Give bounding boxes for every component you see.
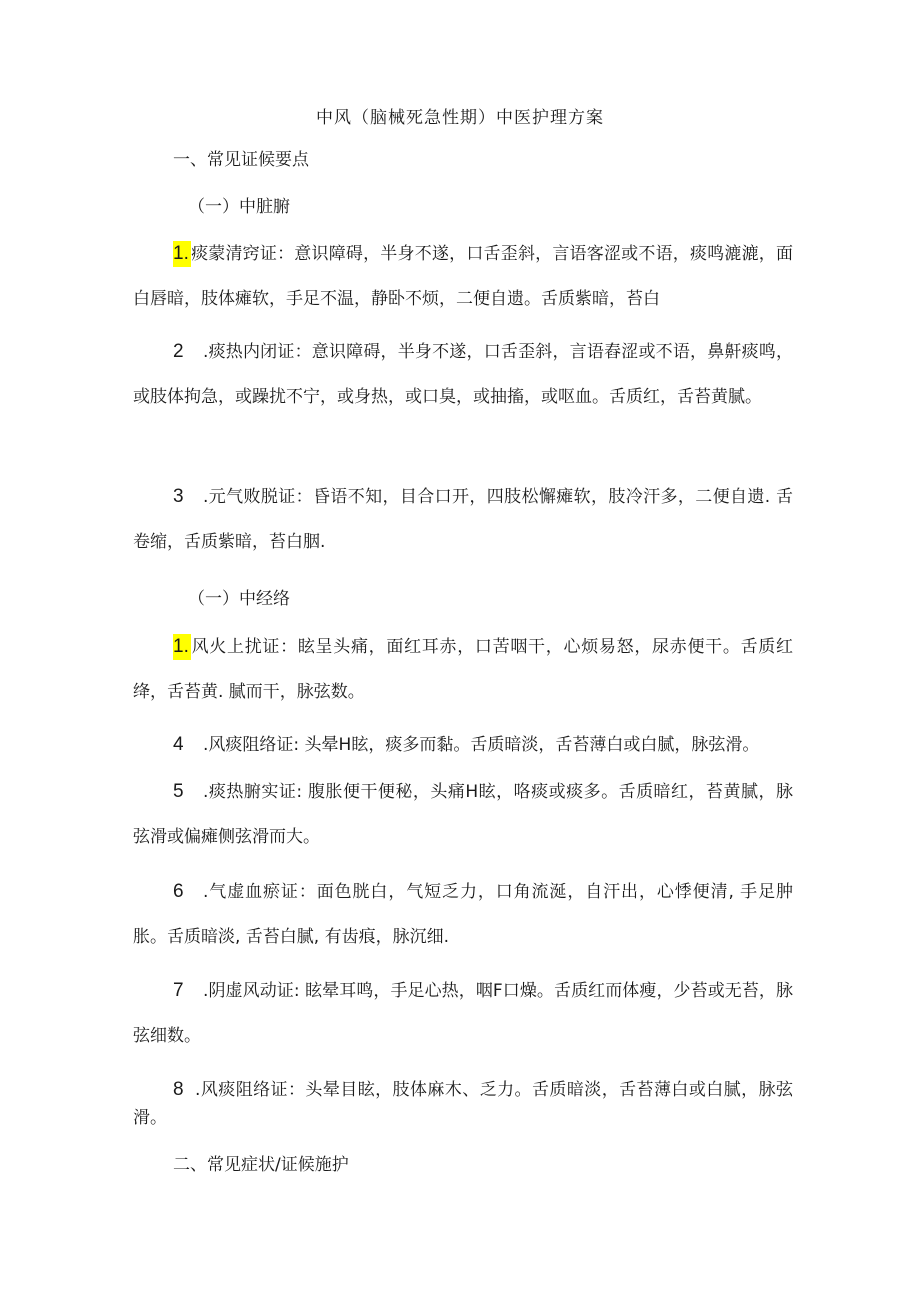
item-number: 5 <box>173 781 184 802</box>
item-text: .风痰阻络证: 头晕H眩，痰多而黏。舌质暗淡，舌苔薄白或白腻，脉弦滑。 <box>203 735 760 755</box>
item-text: .痰热腑实证: 腹胀便干便秘，头痛H眩，咯痰或痰多。舌质暗红，苔黄腻，脉弦滑或偏瘫侧弦滑而大。 <box>133 782 793 847</box>
item-text: .元气败脱证：昏语不知，目合口开，四肢松懈瘫软，肢冷汗多，二便自遗. 舌卷缩，舌质紫暗，苔白胭. <box>133 487 793 552</box>
item-text: .痰热内闭证：意识障碍，半身不遂，口舌歪斜，言语舂涩或不语，鼻鼾痰鸣，或肢体拘急，或躁扰不宁，或身热，或口臭，或抽搐，或呕血。舌质红，舌苔黄腻。 <box>133 342 793 407</box>
item-text: 风火上扰证：眩呈头痛，面红耳赤，口苦咽干，心烦易怒，尿赤便干。舌质红绛，舌苔黄. 腻而干，脉弦数。 <box>133 637 793 702</box>
item-number: 6 <box>173 881 184 902</box>
list-item <box>133 769 793 860</box>
item-text: .阴虚风动证: 眩晕耳鸣，手足心热，咽F口燥。舌质红而体瘦，少苔或无苔，脉弦细数。 <box>133 981 793 1046</box>
list-item <box>133 1076 793 1132</box>
item-text: .风痰阻络证：头晕目眩，肢体麻木、乏力。舌质暗淡，舌苔薄白或白腻，脉弦滑。 <box>133 1080 793 1128</box>
item-number: 3 <box>173 486 184 507</box>
item-number: 2 <box>173 341 184 362</box>
section-heading-2: 二、常见症状/证候施护 <box>173 1155 349 1175</box>
item-number: 1. <box>173 241 191 267</box>
list-item <box>133 722 793 768</box>
list-item <box>133 968 793 1059</box>
section-heading-1: 一、常见证候要点 <box>173 150 309 170</box>
subsection-heading-jingluo: （一）中经络 <box>188 589 290 609</box>
item-number: 4 <box>173 734 184 755</box>
subsection-heading-zangfu: （一）中脏腑 <box>188 197 290 217</box>
list-item <box>133 232 793 322</box>
item-number: 8 <box>173 1079 184 1100</box>
document-title: 中风（脑械死急性期）中医护理方案 <box>316 108 604 128</box>
list-item <box>133 625 793 715</box>
item-number: 1. <box>173 634 191 660</box>
list-item <box>133 329 793 420</box>
item-text: .气虚血瘀证：面色胱白，气短乏力，口角流涎，自汗出，心悸便清, 手足肿胀。舌质暗淡, 舌苔白腻, 有齿痕，脉沉细. <box>133 882 793 947</box>
list-item <box>133 474 793 565</box>
item-number: 7 <box>173 980 184 1001</box>
list-item <box>133 869 793 960</box>
item-text: 痰蒙清窍证：意识障碍，半身不遂，口舌歪斜，言语客涩或不语，痰鸣漉漉，面白唇暗，肢体瘫软，手足不温，静卧不烦，二便自遗。舌质紫暗，苔白 <box>133 244 793 309</box>
